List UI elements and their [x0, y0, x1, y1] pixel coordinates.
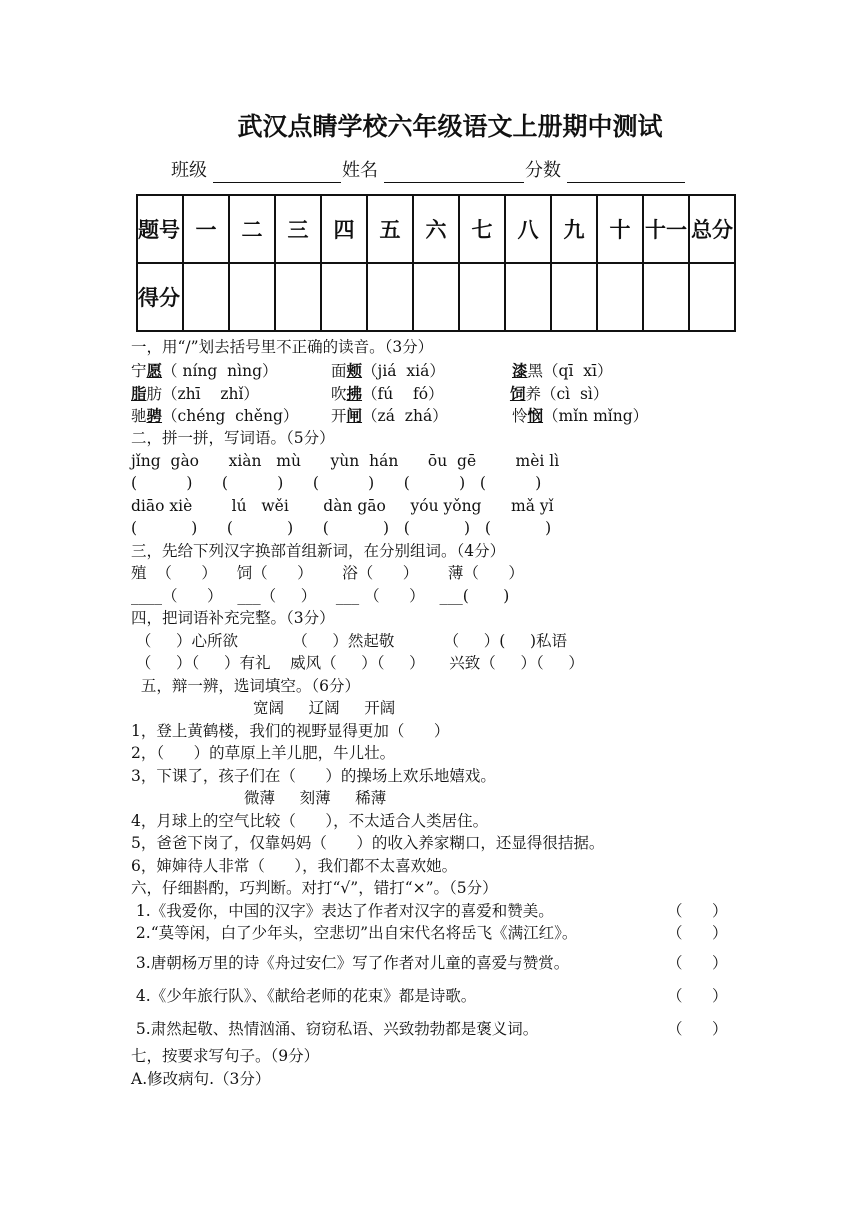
score-field[interactable] [567, 182, 685, 183]
s3-row[interactable]: ____（ ） ___（ ） ___ （ ） ___( ) [131, 587, 510, 605]
s1-pre: 怜 [512, 407, 528, 425]
s5-question[interactable]: 3，下课了，孩子们在（ ）的操场上欢乐地嬉戏。 [131, 767, 496, 785]
s2-pinyin-row: diāo xiè lú wěi dàn gāo yóu yǒng mǎ yǐ [131, 497, 554, 515]
s6-statement: 5.肃然起敬、热情汹涌、窃窃私语、兴致勃勃都是褒义词。 [131, 1020, 539, 1038]
score-cell-9[interactable] [551, 263, 597, 331]
name-label: 姓名 [342, 160, 378, 181]
score-label: 分数 [525, 160, 561, 181]
section2-title: 二，拼一拼，写词语。（5分） [131, 429, 335, 447]
s1-item [512, 363, 612, 380]
score-cell-8[interactable] [505, 263, 551, 331]
s1-char: 悯 [527, 406, 544, 425]
score-cell-total[interactable] [689, 263, 735, 331]
score-cell-5[interactable] [367, 263, 413, 331]
s1-char: 漆 [512, 361, 528, 380]
s5-question[interactable]: 6，婶婶待人非常（ ），我们都不太喜欢她。 [131, 857, 458, 875]
s6-answer-paren[interactable]: （ ） [667, 924, 728, 942]
score-col-2: 二 [229, 195, 275, 263]
s5-question[interactable]: 4，月球上的空气比较（ ），不太适合人类居住。 [131, 812, 489, 830]
score-table-row1-head: 题号 [137, 195, 183, 263]
score-cell-1[interactable] [183, 263, 229, 331]
score-col-9: 九 [551, 195, 597, 263]
s6-answer-paren[interactable]: （ ） [667, 954, 728, 972]
s1-item [131, 408, 298, 425]
s1-char: 骋 [146, 406, 163, 425]
score-cell-6[interactable] [413, 263, 459, 331]
score-col-4: 四 [321, 195, 367, 263]
s1-char: 脂 [131, 384, 147, 403]
s1-pinyin: 养（cì sì） [525, 385, 609, 403]
score-col-total: 总分 [689, 195, 735, 263]
section4-title: 四，把词语补充完整。（3分） [131, 609, 335, 627]
s2-blank-row[interactable]: ( ) ( ) ( ) ( ) ( ) [131, 519, 552, 537]
s1-pinyin: （jiá xiá） [362, 362, 445, 380]
s5-question[interactable]: 2，（ ）的草原上羊儿肥，牛儿壮。 [131, 744, 396, 762]
s1-item [131, 363, 278, 380]
name-field[interactable] [384, 182, 524, 183]
score-col-8: 八 [505, 195, 551, 263]
s5-question[interactable]: 5，爸爸下岗了，仅靠妈妈（ ）的收入养家糊口，还显得很拮据。 [131, 834, 605, 852]
score-table-header-row [137, 195, 735, 263]
score-cell-7[interactable] [459, 263, 505, 331]
s1-char: 颊 [346, 361, 363, 380]
score-cell-11[interactable] [643, 263, 689, 331]
section6-title: 六，仔细斟酌，巧判断。对打“√”，错打“×”。（5分） [131, 879, 498, 897]
section1-title: 一，用“/”划去括号里不正确的读音。（3分） [131, 338, 434, 356]
score-col-11: 十一 [643, 195, 689, 263]
score-col-10: 十 [597, 195, 643, 263]
s1-char: 饲 [509, 384, 526, 403]
s1-pinyin: （fú fó） [362, 385, 444, 403]
score-col-7: 七 [459, 195, 505, 263]
s4-row[interactable]: （ ）心所欲 （ ）然起敬 （ ）( )私语 [131, 632, 568, 650]
s6-answer-paren[interactable]: （ ） [667, 902, 728, 920]
score-cell-10[interactable] [597, 263, 643, 331]
s1-pre: 开 [331, 407, 347, 425]
s1-char: 闸 [346, 406, 363, 425]
s1-item [331, 363, 445, 380]
s6-answer-paren[interactable]: （ ） [667, 1020, 728, 1038]
s2-blank-row[interactable]: ( ) ( ) ( ) ( ) ( ) [131, 474, 542, 492]
s5-word-choices: 微薄 刻薄 稀薄 [244, 789, 387, 807]
s6-statement: 2.“莫等闲，白了少年头，空悲切”出自宋代名将岳飞《满江红》。 [131, 924, 578, 942]
s1-pinyin: 黑（qī xī） [527, 362, 613, 380]
s2-pinyin-row: jǐng gào xiàn mù yùn hán ōu gē mèi lì [131, 452, 560, 470]
s1-item [131, 386, 259, 403]
s5-question[interactable]: 1，登上黄鹤楼，我们的视野显得更加（ ） [131, 722, 450, 740]
s1-pre: 驰 [131, 407, 147, 425]
s5-word-choices: 宽阔 辽阔 开阔 [253, 699, 396, 717]
s1-pre: 面 [331, 362, 347, 380]
section7-title: 七，按要求写句子。（9分） [131, 1047, 320, 1065]
s3-row[interactable]: 殖 （ ） 饲（ ） 浴（ ） 薄（ ） [131, 564, 524, 582]
s1-pre: 吹 [331, 385, 347, 403]
s6-answer-paren[interactable]: （ ） [667, 987, 728, 1005]
score-col-6: 六 [413, 195, 459, 263]
score-cell-2[interactable] [229, 263, 275, 331]
score-col-1: 一 [183, 195, 229, 263]
s7-subsection-a: A.修改病句.（3分） [131, 1070, 271, 1088]
s6-statement: 3.唐朝杨万里的诗《舟过安仁》写了作者对儿童的喜爱与赞赏。 [131, 954, 570, 972]
score-cell-3[interactable] [275, 263, 321, 331]
section5-title: 五，辩一辨，选词填空。（6分） [131, 677, 360, 695]
score-table-row2-head: 得分 [137, 263, 183, 331]
score-table [136, 194, 736, 332]
s1-item [331, 386, 444, 403]
s1-pinyin: （zá zhá） [362, 407, 448, 425]
score-col-3: 三 [275, 195, 321, 263]
s6-statement: 4.《少年旅行队》、《献给老师的花束》都是诗歌。 [131, 987, 477, 1005]
s1-item [331, 408, 448, 425]
s1-char: 拂 [346, 384, 363, 403]
s1-item [512, 408, 648, 425]
class-label: 班级 [171, 160, 207, 181]
s1-pre: 宁 [131, 362, 147, 380]
s1-item [505, 386, 608, 403]
page-title: 武汉点睛学校六年级语文上册期中测试 [237, 112, 663, 141]
section3-title: 三，先给下列汉字换部首组新词，在分别组词。（4分） [131, 542, 506, 560]
s1-pinyin: （chéng chěng） [162, 407, 299, 425]
score-col-5: 五 [367, 195, 413, 263]
class-field[interactable] [213, 182, 341, 183]
s1-char: 愿 [146, 361, 163, 380]
score-cell-4[interactable] [321, 263, 367, 331]
s4-row[interactable]: （ ）（ ）有礼 威风（ ）（ ） 兴致（ ）（ ） [131, 654, 584, 672]
s1-pinyin: （ níng nìng） [162, 362, 278, 380]
s1-pinyin: （mǐn mǐng） [543, 407, 649, 425]
s1-pinyin: 肪（zhī zhǐ） [146, 385, 259, 403]
score-table-score-row [137, 263, 735, 331]
s6-statement: 1.《我爱你，中国的汉字》表达了作者对汉字的喜爱和赞美。 [131, 902, 554, 920]
